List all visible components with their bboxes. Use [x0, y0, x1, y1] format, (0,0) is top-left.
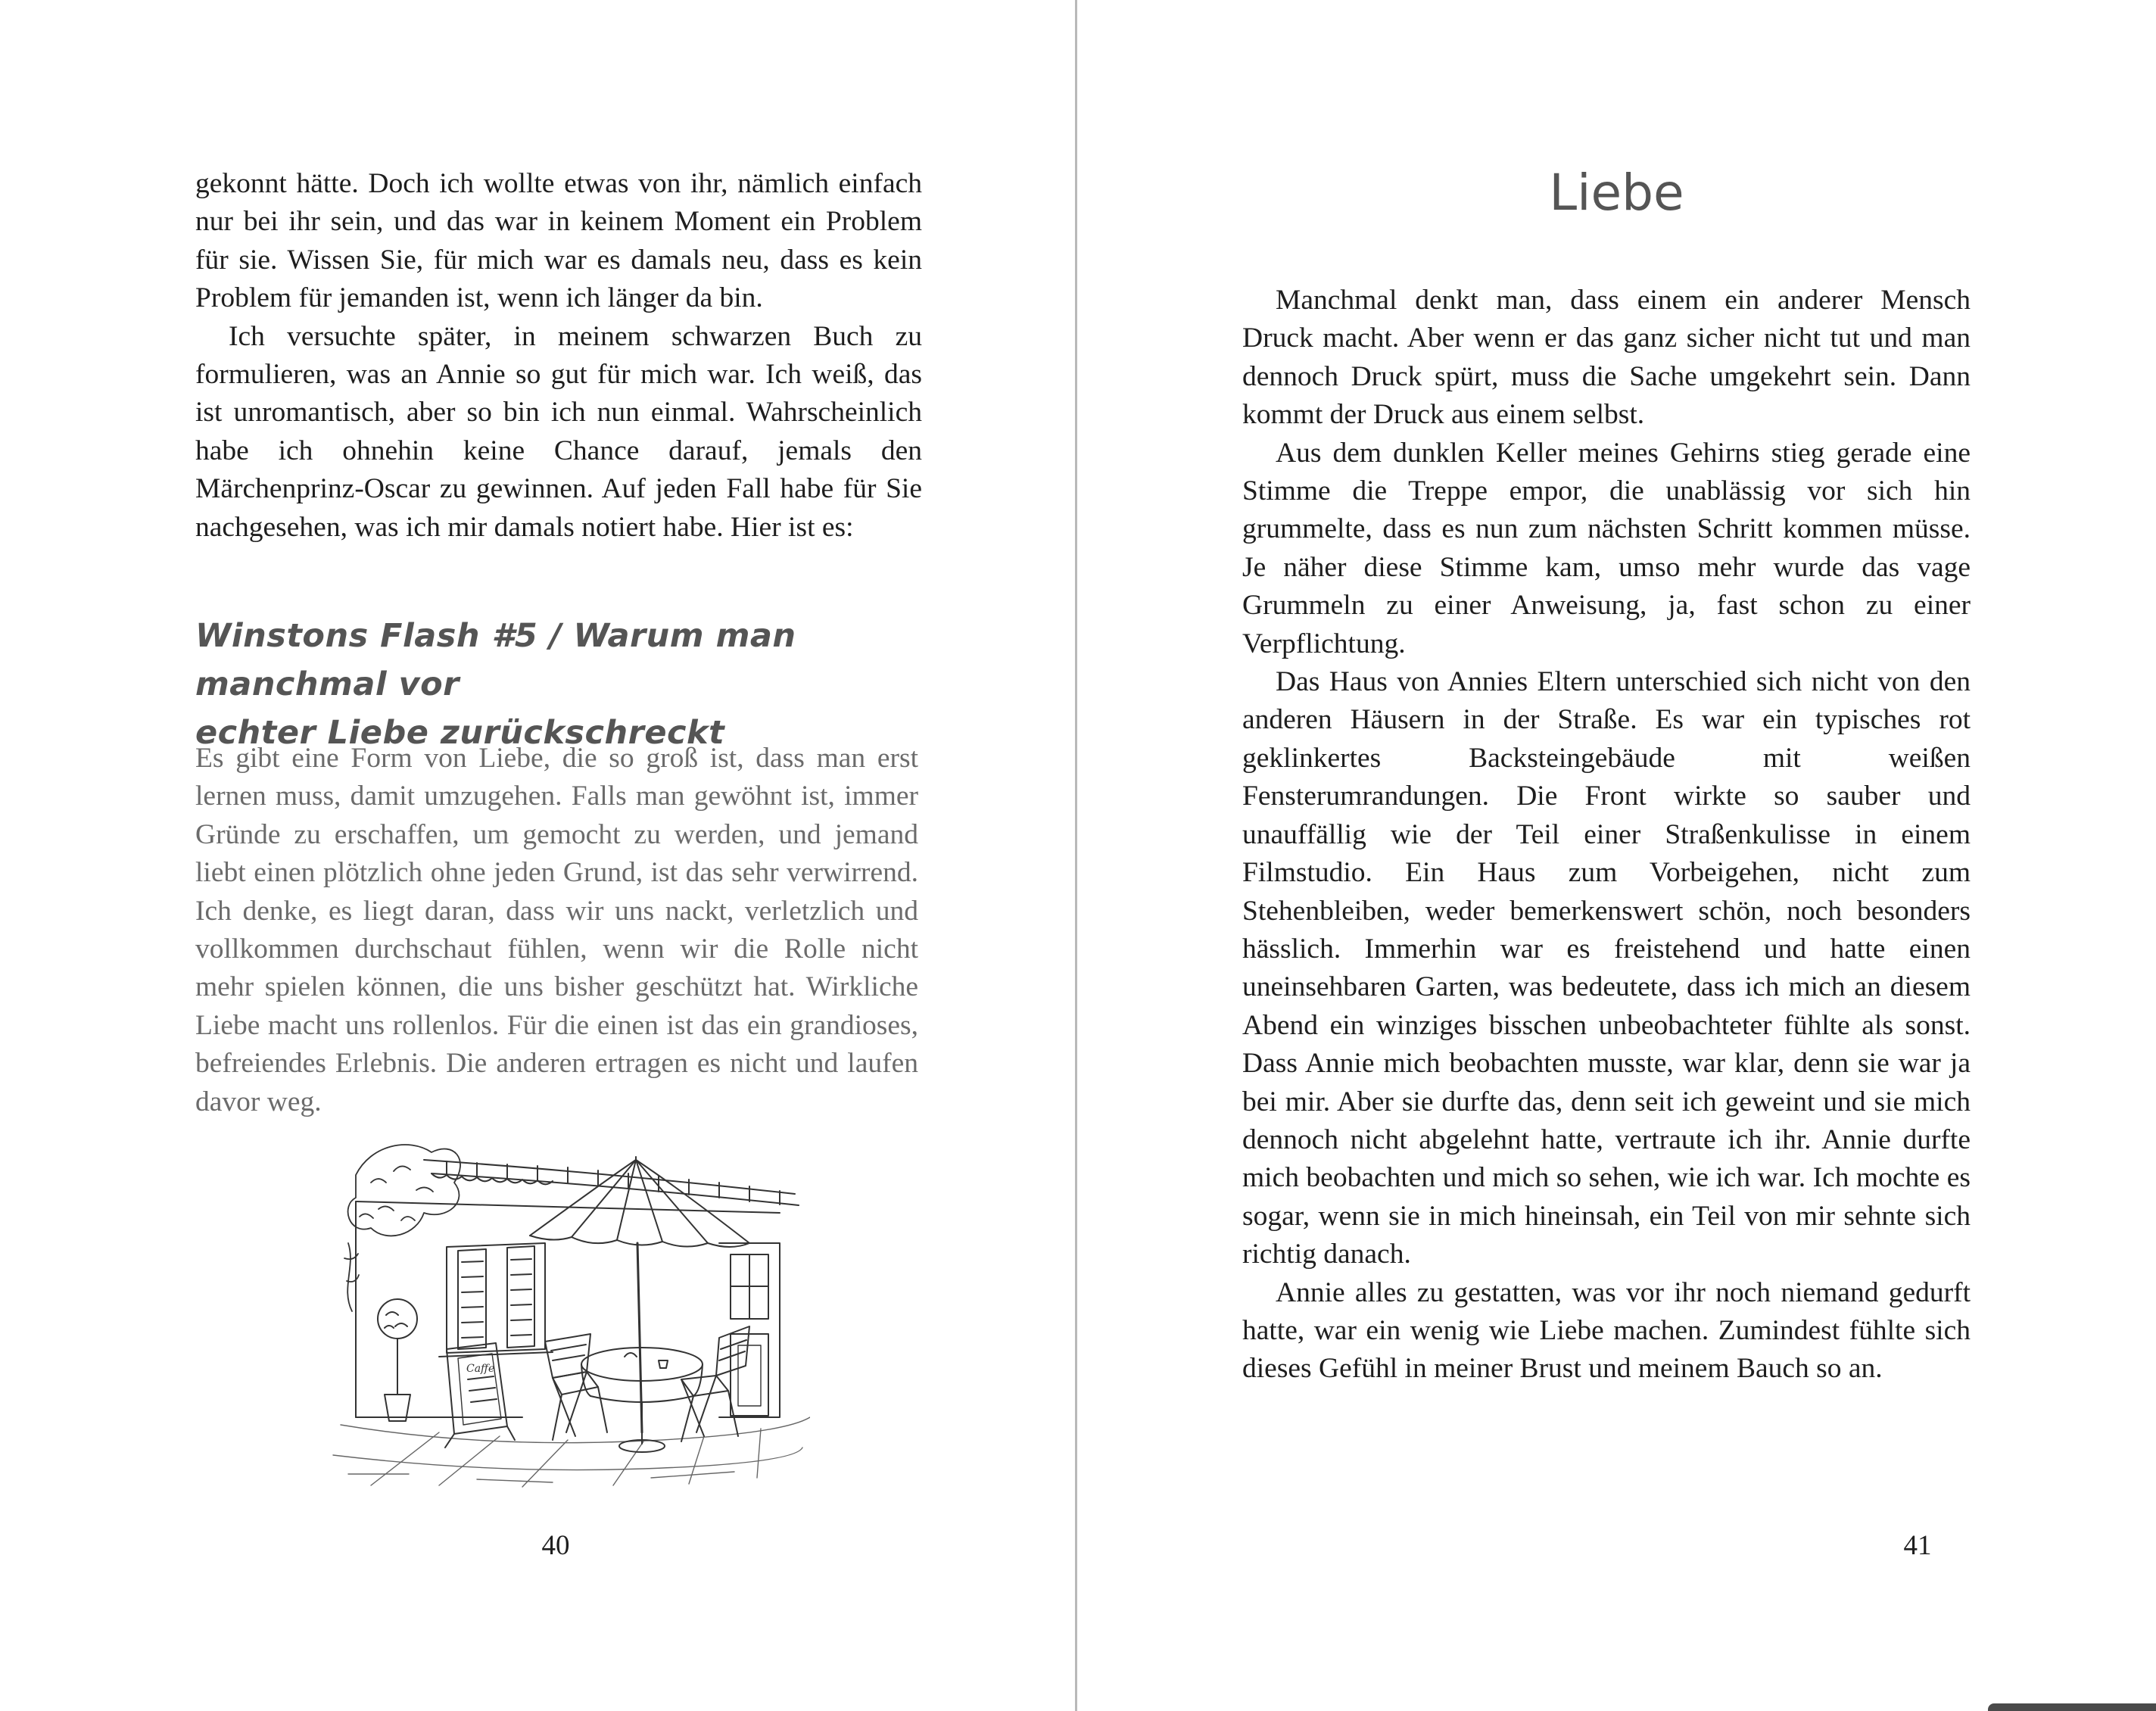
right-paragraph-1: Manchmal denkt man, dass einem ein anderer Mensch Druck macht. Aber wenn er das ganz sicher nicht tut und man dennoch Druck spürt, muss die Sache umgekehrt sein. Dann kommt der Druck aus einem selbst.	[1242, 285, 1971, 431]
cafe-sketch-illustration	[326, 1130, 810, 1493]
page-number-right: 41	[1903, 1530, 1932, 1561]
flash-body-text	[195, 740, 918, 1121]
foliage	[344, 1145, 460, 1311]
cafe-sign-board	[445, 1343, 515, 1448]
flash-heading-line-2: echter Liebe zurückschreckt	[195, 714, 725, 752]
sign-caffe-text: Caffe	[466, 1363, 495, 1375]
cafe-chair-left	[545, 1334, 607, 1440]
left-paragraph-2: Ich versuchte später, in meinem schwarzen Buch zu formulieren, was an Annie so gut für mich war. Ich weiß, das ist unromantisch, aber so bin ich nun einmal. Wahrscheinlich habe ich ohnehin keine Chance darauf, jemals den Märchenprinz-Oscar zu gewinnen. Auf jeden Fall habe für Sie nachgesehen, was ich mir damals notiert habe. Hier ist es:	[195, 320, 922, 543]
flash-heading-line-1: Winstons Flash #5 / Warum man manchmal vor	[195, 617, 796, 703]
awning	[424, 1160, 799, 1205]
cafe-chair-right	[681, 1326, 749, 1441]
building	[356, 1201, 780, 1417]
window-with-shutters	[439, 1243, 553, 1357]
right-paragraph-2: Aus dem dunklen Keller meines Gehirns stieg gerade eine Stimme die Treppe empor, die unablässig vor sich hin grummelte, dass es nun zum nächsten Schritt kommen müsse. Je näher diese Stimme kam, umso mehr wurde das vage Grummeln zu einer Anweisung, ja, fast schon zu einer Verpflichtung.	[1242, 437, 1971, 659]
umbrella	[530, 1157, 749, 1432]
flash-paragraph: Es gibt eine Form von Liebe, die so groß ist, dass man erst lernen muss, damit umzugehen. Falls man gewöhnt ist, immer Gründe zu erschaffen, um gemocht zu werden, und jemand liebt einen plötzlich ohne jeden Grund, ist das sehr verwirrend. Ich denke, es liegt daran, dass wir uns nackt, verletzlich und vollkommen durchschaut fühlen, wenn wir die Rolle nicht mehr spielen können, die uns bisher geschützt hat. Wirkliche Liebe macht uns rollenlos. Für die einen ist das ein grandioses, befreiendes Erlebnis. Die anderen ertragen es nicht und laufen davor weg.	[195, 743, 918, 1117]
left-body-text	[195, 165, 922, 547]
potted-plant	[378, 1299, 417, 1421]
right-paragraph-4: Annie alles zu gestatten, was vor ihr noch niemand gedurft hatte, war ein wenig wie Liebe machen. Zumindest fühlte sich dieses Gefühl in meiner Brust und meinem Bauch so an.	[1242, 1276, 1971, 1385]
page-number-left: 40	[541, 1530, 570, 1561]
left-paragraph-1: gekonnt hätte. Doch ich wollte etwas von ihr, nämlich einfach nur bei ihr sein, und das war in keinem Moment ein Problem für sie. Wissen Sie, für mich war es damals neu, dass es kein Problem für jemanden ist, wenn ich länger da bin.	[195, 168, 922, 314]
corner-tab	[1988, 1703, 2156, 1711]
right-paragraph-3: Das Haus von Annies Eltern unterschied sich nicht von den anderen Häusern in der Straße. Es war ein typisches rot geklinkertes Backsteingebäude mit weißen Fensterumrandungen. Die Front wirkte so sauber und unauffällig wie der Teil einer Straßenkulisse in einem Filmstudio. Ein Haus zum Vorbeigehen, nicht zum Stehenbleiben, weder bemerkenswert schön, noch besonders hässlich. Immerhin war es freistehend und hatte einen uneinsehbaren Garten, was bedeutete, dass ich mich an diesem Abend ein winziges bisschen unbeobachteter fühlte als sonst. Dass Annie mich beobachten musste, war klar, denn sie war ja bei mir. Aber sie durfte das, denn seit ich geweint und sie mich dennoch nicht abgelehnt hatte, vertraute ich ihr. Annie durfte mich beobachten und mich so sehen, wie ich war. Ich mochte es sogar, wenn sie in mich hineinsah, ein Teil von mir sehnte sich richtig danach.	[1242, 666, 1971, 1270]
right-page	[1077, 0, 2156, 1711]
right-body-text	[1242, 282, 1971, 1388]
flash-heading	[195, 612, 937, 757]
chapter-title: Liebe	[1549, 164, 1684, 222]
left-page	[0, 0, 1075, 1711]
